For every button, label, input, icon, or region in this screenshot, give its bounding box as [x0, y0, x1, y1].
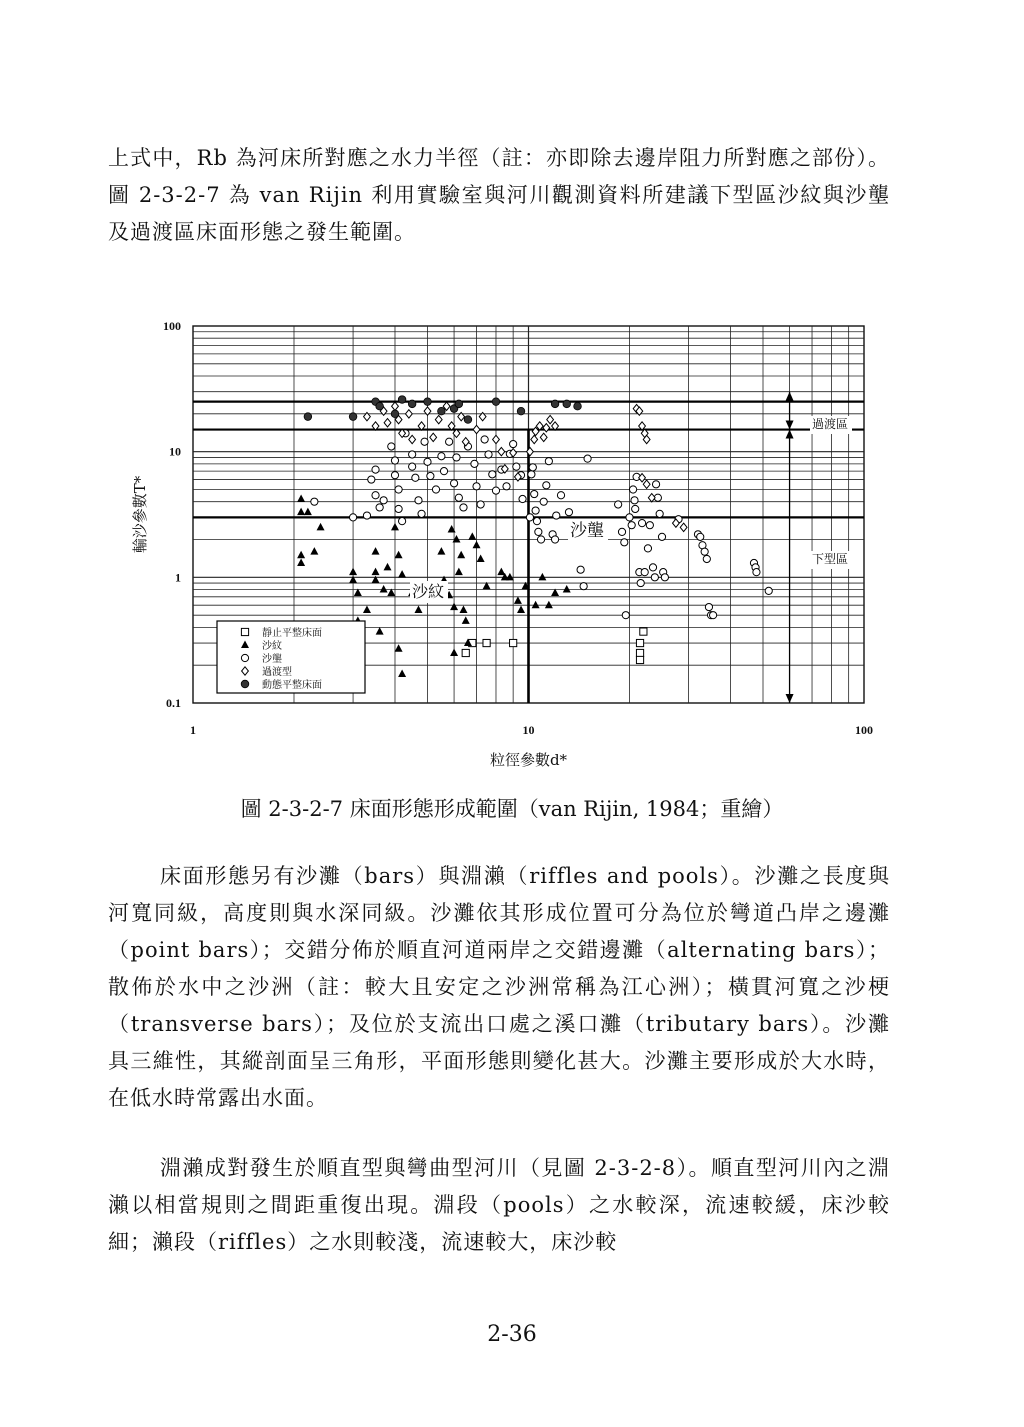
- data-point-triangle: [304, 508, 312, 516]
- data-point-triangle: [532, 601, 540, 609]
- legend-label: 靜止平整床面: [262, 628, 322, 639]
- data-point-circle: [551, 536, 558, 543]
- data-point-circle: [311, 498, 318, 505]
- data-point-square: [636, 639, 643, 646]
- legend-label: 沙壟: [262, 654, 282, 665]
- data-point-circle: [519, 495, 526, 502]
- data-point-circle: [481, 436, 488, 443]
- data-point-circle: [537, 536, 544, 543]
- data-point-triangle: [437, 547, 445, 555]
- data-point-circle: [618, 528, 625, 535]
- legend-marker-square: [241, 628, 248, 635]
- data-point-circle: [557, 492, 564, 499]
- data-point-triangle: [297, 495, 305, 503]
- region-label-dunes: 沙壟: [570, 521, 604, 541]
- arrow-head: [786, 392, 794, 401]
- data-point-circle: [540, 498, 547, 505]
- y-tick-label: 10: [169, 444, 181, 459]
- legend-marker-dot: [241, 680, 249, 688]
- data-point-circle: [391, 472, 398, 479]
- x-axis-label: 粒徑參數d*: [489, 751, 568, 769]
- data-point-triangle: [349, 568, 357, 576]
- data-point-circle: [615, 501, 622, 508]
- data-point-dot: [492, 398, 500, 406]
- data-point-circle: [421, 438, 428, 445]
- data-point-square: [510, 639, 517, 646]
- figure-caption: 圖 2-3-2-7 床面形態形成範圍（van Rijin, 1984；重繪）: [240, 797, 784, 821]
- data-point-circle: [710, 612, 717, 619]
- data-point-circle: [656, 510, 663, 517]
- data-point-dot: [304, 413, 312, 421]
- data-point-circle: [705, 603, 712, 610]
- data-point-circle: [701, 548, 708, 555]
- data-point-triangle: [372, 568, 380, 576]
- data-point-circle: [644, 545, 651, 552]
- data-point-square: [462, 649, 469, 656]
- data-point-dot: [408, 400, 416, 408]
- data-point-circle: [628, 522, 635, 529]
- arrow-head: [786, 694, 794, 703]
- data-point-circle: [637, 579, 644, 586]
- y-tick-label: 0.1: [166, 696, 181, 710]
- page-number: 2-36: [487, 1322, 537, 1347]
- region-label-transition: 過渡區: [812, 417, 849, 431]
- region-label-ripples: 沙紋: [412, 582, 445, 601]
- data-point-circle: [415, 497, 422, 504]
- data-point-circle: [450, 480, 457, 487]
- data-point-circle: [526, 514, 533, 521]
- data-point-circle: [510, 440, 517, 447]
- data-point-circle: [513, 463, 520, 470]
- data-point-triangle: [414, 605, 422, 613]
- data-point-circle: [368, 476, 375, 483]
- data-point-diamond: [643, 480, 650, 488]
- paragraph-bars: 床面形態另有沙灘（bars）與淵瀨（riffles and pools）。沙灘之長度與河寬同級，高度則與水深同級。沙灘依其形成位置可分為位於彎道凸岸之邊灘（point bars）；交錯分佈於順直河道兩岸之交錯邊灘（alternating bars）；散佈於水中之沙洲（註：較大且安定之沙洲常稱為江心洲）；橫貫河寬之沙梗（transverse bars）；及位於支流出口處之溪口灘（tributary bars）。沙灘具三維性，其縱剖面呈三角形，平面形態則變化甚大。沙灘主要形成於大水時，在低水時常露出水面。: [108, 864, 890, 1110]
- data-point-circle: [409, 463, 416, 470]
- data-point-dot: [424, 398, 432, 406]
- data-point-circle: [697, 533, 704, 540]
- data-point-square: [483, 639, 490, 646]
- data-point-circle: [349, 514, 356, 521]
- data-point-diamond: [680, 523, 687, 531]
- data-point-circle: [477, 501, 484, 508]
- data-point-circle: [388, 443, 395, 450]
- data-point-triangle: [380, 585, 388, 593]
- data-point-diamond: [648, 494, 655, 502]
- y-tick-label: 1: [175, 570, 181, 585]
- data-point-circle: [649, 564, 656, 571]
- data-point-diamond: [473, 425, 480, 433]
- data-point-triangle: [395, 644, 403, 652]
- data-point-square: [636, 649, 643, 656]
- data-point-circle: [703, 555, 710, 562]
- data-point-circle: [432, 486, 439, 493]
- x-tick-label: 10: [522, 723, 535, 737]
- data-point-triangle: [450, 648, 458, 656]
- data-point-circle: [638, 520, 645, 527]
- data-point-triangle: [459, 605, 467, 613]
- data-point-circle: [492, 487, 499, 494]
- data-point-circle: [580, 583, 587, 590]
- data-point-circle: [577, 566, 584, 573]
- data-point-diamond: [435, 415, 442, 423]
- data-point-diamond: [531, 435, 538, 443]
- data-point-circle: [363, 512, 370, 519]
- data-point-circle: [395, 505, 402, 512]
- data-point-circle: [584, 455, 591, 462]
- data-point-circle: [473, 483, 480, 490]
- data-point-circle: [545, 458, 552, 465]
- data-point-triangle: [563, 585, 571, 593]
- data-point-circle: [395, 486, 402, 493]
- data-point-diamond: [540, 433, 547, 441]
- data-point-diamond: [547, 415, 554, 423]
- data-point-circle: [652, 481, 659, 488]
- data-point-triangle: [457, 551, 465, 559]
- data-point-triangle: [297, 559, 305, 567]
- data-point-triangle: [297, 551, 305, 559]
- data-point-circle: [533, 518, 540, 525]
- data-point-dot: [398, 396, 406, 404]
- data-point-dot: [551, 400, 559, 408]
- data-point-diamond: [498, 447, 505, 455]
- legend-label: 動態平整床面: [262, 680, 322, 691]
- legend-marker-circle: [241, 654, 248, 661]
- data-point-diamond: [392, 402, 399, 410]
- data-point-circle: [412, 474, 419, 481]
- data-point-circle: [418, 510, 425, 517]
- data-point-dot: [438, 407, 446, 415]
- data-point-circle: [391, 457, 398, 464]
- data-point-triangle: [372, 547, 380, 555]
- data-point-circle: [632, 505, 639, 512]
- data-point-triangle: [468, 532, 476, 540]
- data-point-circle: [528, 471, 535, 478]
- paragraph-intro: 上式中，Rb 為河床所對應之水力半徑（註：亦即除去邊岸阻力所對應之部份）。圖 2-3-2-7 為 van Rijin 利用實驗室與河川觀測資料所建議下型區沙紋與沙壟及過渡區床面形態之發生範圍。: [108, 146, 890, 244]
- data-point-dot: [455, 400, 463, 408]
- data-point-circle: [399, 518, 406, 525]
- y-tick-label: 100: [163, 319, 181, 333]
- data-point-triangle: [398, 570, 406, 578]
- data-point-circle: [565, 509, 572, 516]
- data-point-triangle: [398, 670, 406, 678]
- data-point-circle: [440, 468, 447, 475]
- data-point-circle: [641, 569, 648, 576]
- data-point-circle: [376, 504, 383, 511]
- data-point-diamond: [543, 424, 550, 432]
- data-point-diamond: [493, 435, 500, 443]
- bedform-chart: [100, 305, 900, 785]
- legend-label: 沙紋: [262, 641, 282, 652]
- data-point-triangle: [506, 573, 514, 581]
- data-point-circle: [631, 497, 638, 504]
- data-point-triangle: [376, 627, 384, 635]
- data-point-dot: [464, 416, 472, 424]
- data-point-triangle: [545, 601, 553, 609]
- chart-points: [297, 396, 772, 677]
- data-point-circle: [532, 507, 539, 514]
- data-point-circle: [372, 466, 379, 473]
- legend-label: 過渡型: [262, 667, 292, 678]
- x-tick-label: 100: [855, 723, 873, 737]
- data-point-triangle: [462, 616, 470, 624]
- chart-legend: [217, 621, 365, 693]
- chart-labels: [131, 416, 852, 769]
- data-point-circle: [453, 454, 460, 461]
- data-point-circle: [455, 494, 462, 501]
- data-point-square: [636, 656, 643, 663]
- data-point-circle: [765, 587, 772, 594]
- data-point-circle: [658, 533, 665, 540]
- data-point-circle: [622, 612, 629, 619]
- data-point-circle: [651, 574, 658, 581]
- data-point-circle: [543, 482, 550, 489]
- data-point-circle: [535, 528, 542, 535]
- data-point-dot: [391, 410, 399, 418]
- data-point-circle: [629, 486, 636, 493]
- data-point-triangle: [477, 554, 485, 562]
- data-point-triangle: [395, 551, 403, 559]
- data-point-square: [640, 628, 647, 635]
- arrow-head: [786, 430, 794, 439]
- data-point-circle: [446, 438, 453, 445]
- data-point-triangle: [450, 603, 458, 611]
- data-point-triangle: [384, 563, 392, 571]
- data-point-circle: [646, 522, 653, 529]
- data-point-triangle: [538, 573, 546, 581]
- data-point-circle: [753, 569, 760, 576]
- data-point-circle: [489, 471, 496, 478]
- data-point-triangle: [391, 523, 399, 531]
- data-point-triangle: [455, 568, 463, 576]
- data-point-triangle: [497, 568, 505, 576]
- data-point-circle: [471, 460, 478, 467]
- arrow-head: [786, 421, 794, 430]
- data-point-dot: [563, 400, 571, 408]
- data-point-diamond: [430, 433, 437, 441]
- data-point-triangle: [514, 596, 522, 604]
- data-point-circle: [460, 504, 467, 511]
- data-point-circle: [621, 539, 628, 546]
- data-point-circle: [531, 490, 538, 497]
- data-point-dot: [574, 402, 582, 410]
- data-point-dot: [349, 413, 357, 421]
- data-point-circle: [380, 497, 387, 504]
- data-point-circle: [529, 464, 536, 471]
- x-tick-label: 1: [190, 723, 196, 737]
- data-point-circle: [424, 458, 431, 465]
- paragraph-riffles-pools: 淵瀨成對發生於順直型與彎曲型河川（見圖 2-3-2-8）。順直型河川內之淵瀨以相當規則之間距重復出現。淵段（pools）之水較深，流速較緩，床沙較細；瀨段（riffles）之水則較淺，流速較大，床沙較: [108, 1156, 890, 1254]
- data-point-triangle: [317, 523, 325, 531]
- data-point-circle: [503, 483, 510, 490]
- data-point-triangle: [517, 605, 525, 613]
- data-point-dot: [376, 402, 384, 410]
- data-point-circle: [427, 472, 434, 479]
- data-point-circle: [626, 514, 633, 521]
- data-point-diamond: [409, 435, 416, 443]
- data-point-triangle: [297, 508, 305, 516]
- data-point-circle: [438, 453, 445, 460]
- data-point-circle: [409, 451, 416, 458]
- data-point-circle: [661, 574, 668, 581]
- data-point-circle: [372, 492, 379, 499]
- region-label-lower: 下型區: [812, 552, 849, 566]
- data-point-diamond: [405, 410, 412, 418]
- data-point-circle: [485, 451, 492, 458]
- data-point-triangle: [310, 547, 318, 555]
- data-point-triangle: [363, 605, 371, 613]
- data-point-dot: [517, 407, 525, 415]
- data-point-triangle: [473, 541, 481, 549]
- y-axis-label: 輸沙參數T*: [131, 475, 149, 554]
- data-point-circle: [553, 512, 560, 519]
- data-point-diamond: [384, 419, 391, 427]
